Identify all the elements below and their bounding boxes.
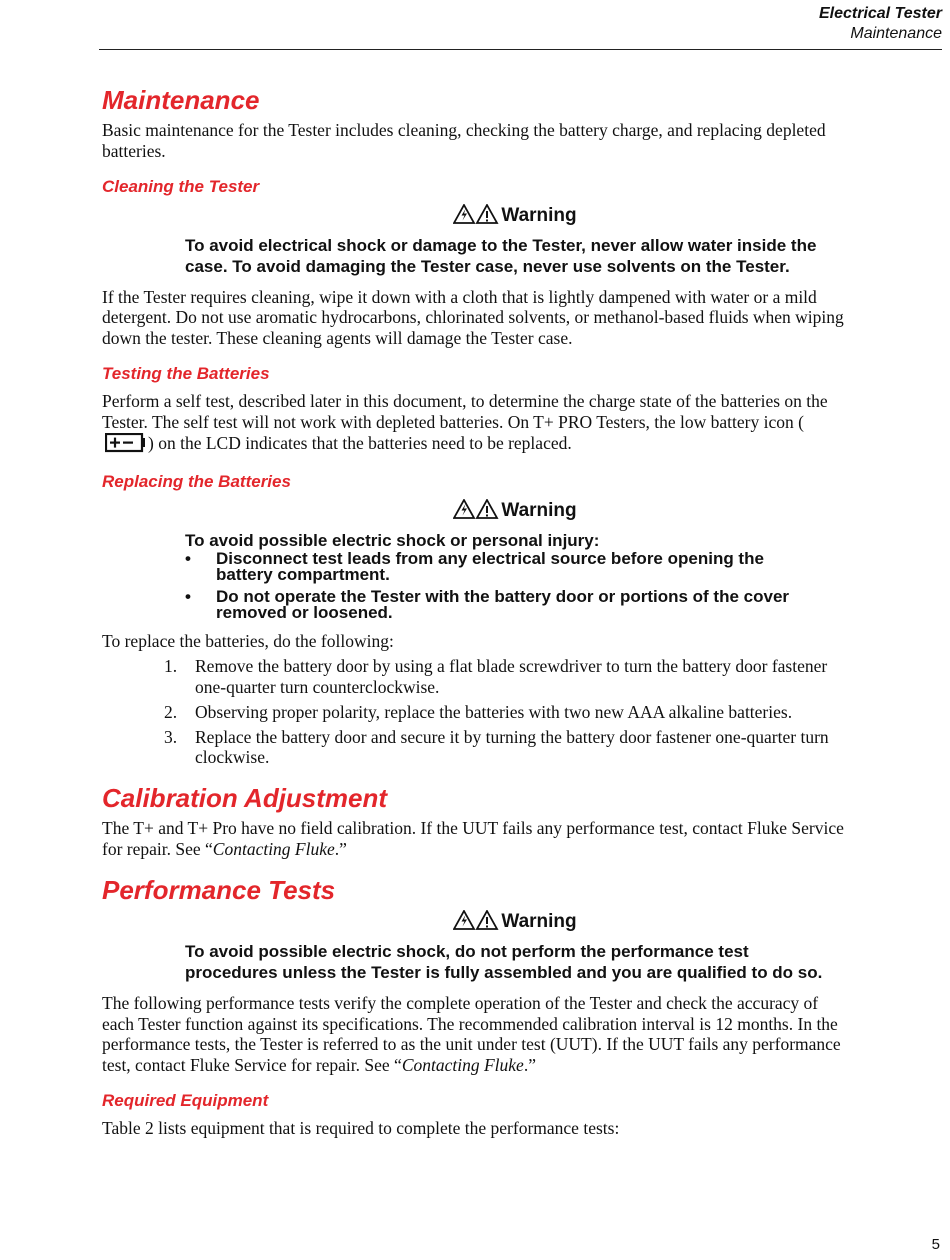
heading-cleaning: Cleaning the Tester — [102, 176, 260, 196]
equipment-body: Table 2 lists equipment that is required to complete the performance tests: — [102, 1117, 620, 1138]
list-item: • Do not operate the Tester with the battery door or portions of the cover removed or loosened. — [185, 587, 790, 623]
bullet-icon: • — [185, 549, 191, 569]
header-title: Electrical Tester — [818, 5, 942, 22]
warning-label: Warning — [501, 204, 577, 226]
warning-triangle-icons — [453, 910, 499, 937]
warning-bullet-list — [185, 551, 825, 621]
warning-title — [185, 499, 825, 526]
contacting-fluke-link[interactable]: Contacting Fluke — [401, 1055, 524, 1076]
bullet-icon: • — [185, 587, 191, 607]
testing-body-part2: ) on the LCD indicates that the batteries need to be replaced. — [148, 432, 572, 453]
page-content — [102, 84, 847, 1153]
warning-label: Warning — [501, 500, 577, 522]
warning-title — [185, 910, 825, 937]
heading-calibration: Calibration Adjustment — [102, 783, 388, 814]
warning-block-performance — [185, 910, 825, 983]
warning-label: Warning — [501, 910, 577, 932]
heading-replacing-batteries: Replacing the Batteries — [102, 472, 291, 492]
list-item: • Disconnect test leads from any electrical source before opening the battery compartment. — [185, 549, 764, 585]
contacting-fluke-link[interactable]: Contacting Fluke — [212, 838, 335, 859]
list-item: 1. Remove the battery door by using a flat blade screwdriver to turn the battery door fastener one-quarter turn counterclockwise. — [164, 656, 828, 697]
warning-text-performance: To avoid possible electric shock, do not perform the performance test procedures unless the Tester is fully assembled and you are qualified to do so. — [185, 941, 823, 982]
replacing-steps — [102, 656, 847, 768]
header-rule — [99, 49, 942, 50]
header-subtitle: Maintenance — [850, 25, 942, 42]
warning-title — [185, 204, 825, 231]
heading-testing-batteries: Testing the Batteries — [102, 363, 270, 383]
battery-icon — [105, 433, 145, 458]
list-item: 3. Replace the battery door and secure it by turning the battery door fastener one-quarter turn clockwise. — [164, 726, 829, 768]
cleaning-body: If the Tester requires cleaning, wipe it down with a cloth that is lightly dampened with water or a mild detergent. Do not use aromatic hydrocarbons, chlorinated solvents, or methanol-based fluids when wiping down the tester. These cleaning agents will damage the Tester case. — [102, 286, 844, 349]
replacing-intro: To replace the batteries, do the following: — [102, 631, 394, 652]
warning-triangle-icons — [453, 204, 499, 231]
heading-required-equipment: Required Equipment — [102, 1090, 269, 1110]
page-number: 5 — [931, 1236, 940, 1253]
testing-body — [102, 391, 847, 457]
heading-maintenance: Maintenance — [102, 85, 260, 115]
warning-block-cleaning — [185, 204, 825, 277]
performance-body: The following performance tests verify the complete operation of the Tester and check the accuracy of each Tester function against its specifications. The recommended calibration interval is 12 months. In the performance tests, the Tester is referred to as the unit under test (UUT). If the UUT fails any performance test, contact Fluke Service for repair. See “Contacting Fluke.” — [102, 992, 841, 1076]
calibration-body: The T+ and T+ Pro have no field calibration. If the UUT fails any performance test, contact Fluke Service for repair. See “Contacting Fluke.” — [102, 818, 844, 859]
heading-performance-tests: Performance Tests — [102, 874, 336, 905]
testing-body-part1: Perform a self test, described later in this document, to determine the charge state of the batteries on the Tester. The self test will not work with depleted batteries. On T+ PRO Testers, the low battery icon ( — [102, 390, 828, 432]
maintenance-intro: Basic maintenance for the Tester includes cleaning, checking the battery charge, and replacing depleted batteries. — [102, 120, 826, 161]
running-header — [819, 4, 942, 44]
warning-block-replacing — [185, 499, 825, 621]
warning-lead-replacing: To avoid possible electric shock or personal injury: — [185, 531, 600, 551]
list-item: 2. Observing proper polarity, replace the batteries with two new AAA alkaline batteries. — [164, 701, 793, 722]
warning-text-cleaning: To avoid electrical shock or damage to the Tester, never allow water inside the case. To avoid damaging the Tester case, never use solvents on the Tester. — [185, 235, 817, 276]
warning-triangle-icons — [453, 499, 499, 526]
